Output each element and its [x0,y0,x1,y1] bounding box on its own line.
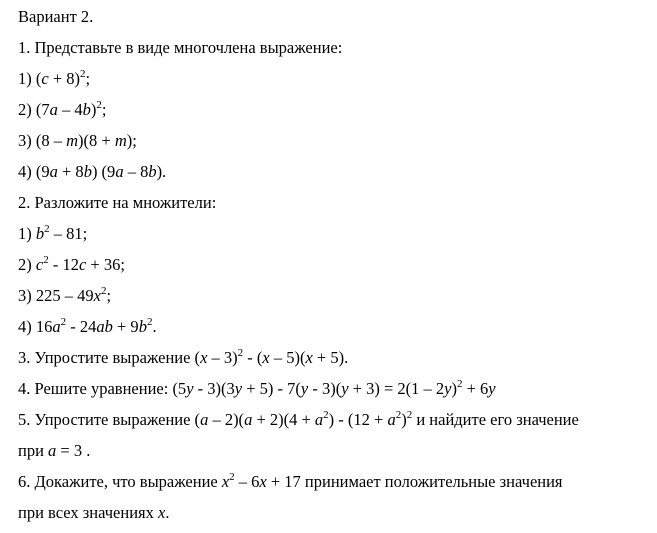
task-2-item-3: 3) $225 - 49x^2$; [18,285,112,305]
task-6-line-1: 6. Докажите, что выражение $x^2 - 6x + 17$ принимает положительные значения [18,471,563,491]
task-2-heading: 2. Разложите на множители: [18,193,217,212]
task-2-item-2: 2) $c^2 - 12c + 36$; [18,254,125,274]
task-1-item-1: 1) $(c + 8)^2$; [18,68,91,88]
variant-title: Вариант 2. [18,7,94,26]
task-4: 4. Решите уравнение: (5y - 3)(3y + 5) - 7(y - 3)(y + 3) = 2(1 – 2y)$^2$ + 6y [18,378,496,398]
task-5-line-2: при a = 3 . [18,441,91,460]
task-5-line-1: 5. Упростите выражение $(a - 2)(a + 2)(4 + a^2) - (12 + a^2)^2$ и найдите его значение [18,409,579,429]
task-1-item-4: 4) (9a + 8b) (9a – 8b). [18,162,167,181]
task-2-item-1: 1) $b^2 - 81$; [18,223,88,243]
task-1-heading: 1. Представьте в виде многочлена выражение: [18,38,343,57]
task-2-item-4: 4) $16a^2 - 24ab + 9b^2$. [18,316,157,336]
task-1-item-2: 2) (7a – 4b)$^2$; [18,99,107,119]
task-6-line-2: при всех значениях x. [18,503,170,522]
task-1-item-3: 3) (8 – m)(8 + m); [18,131,137,150]
task-3: 3. Упростите выражение (x – 3)$^2$ - (x – 5)(x + 5). [18,347,349,367]
